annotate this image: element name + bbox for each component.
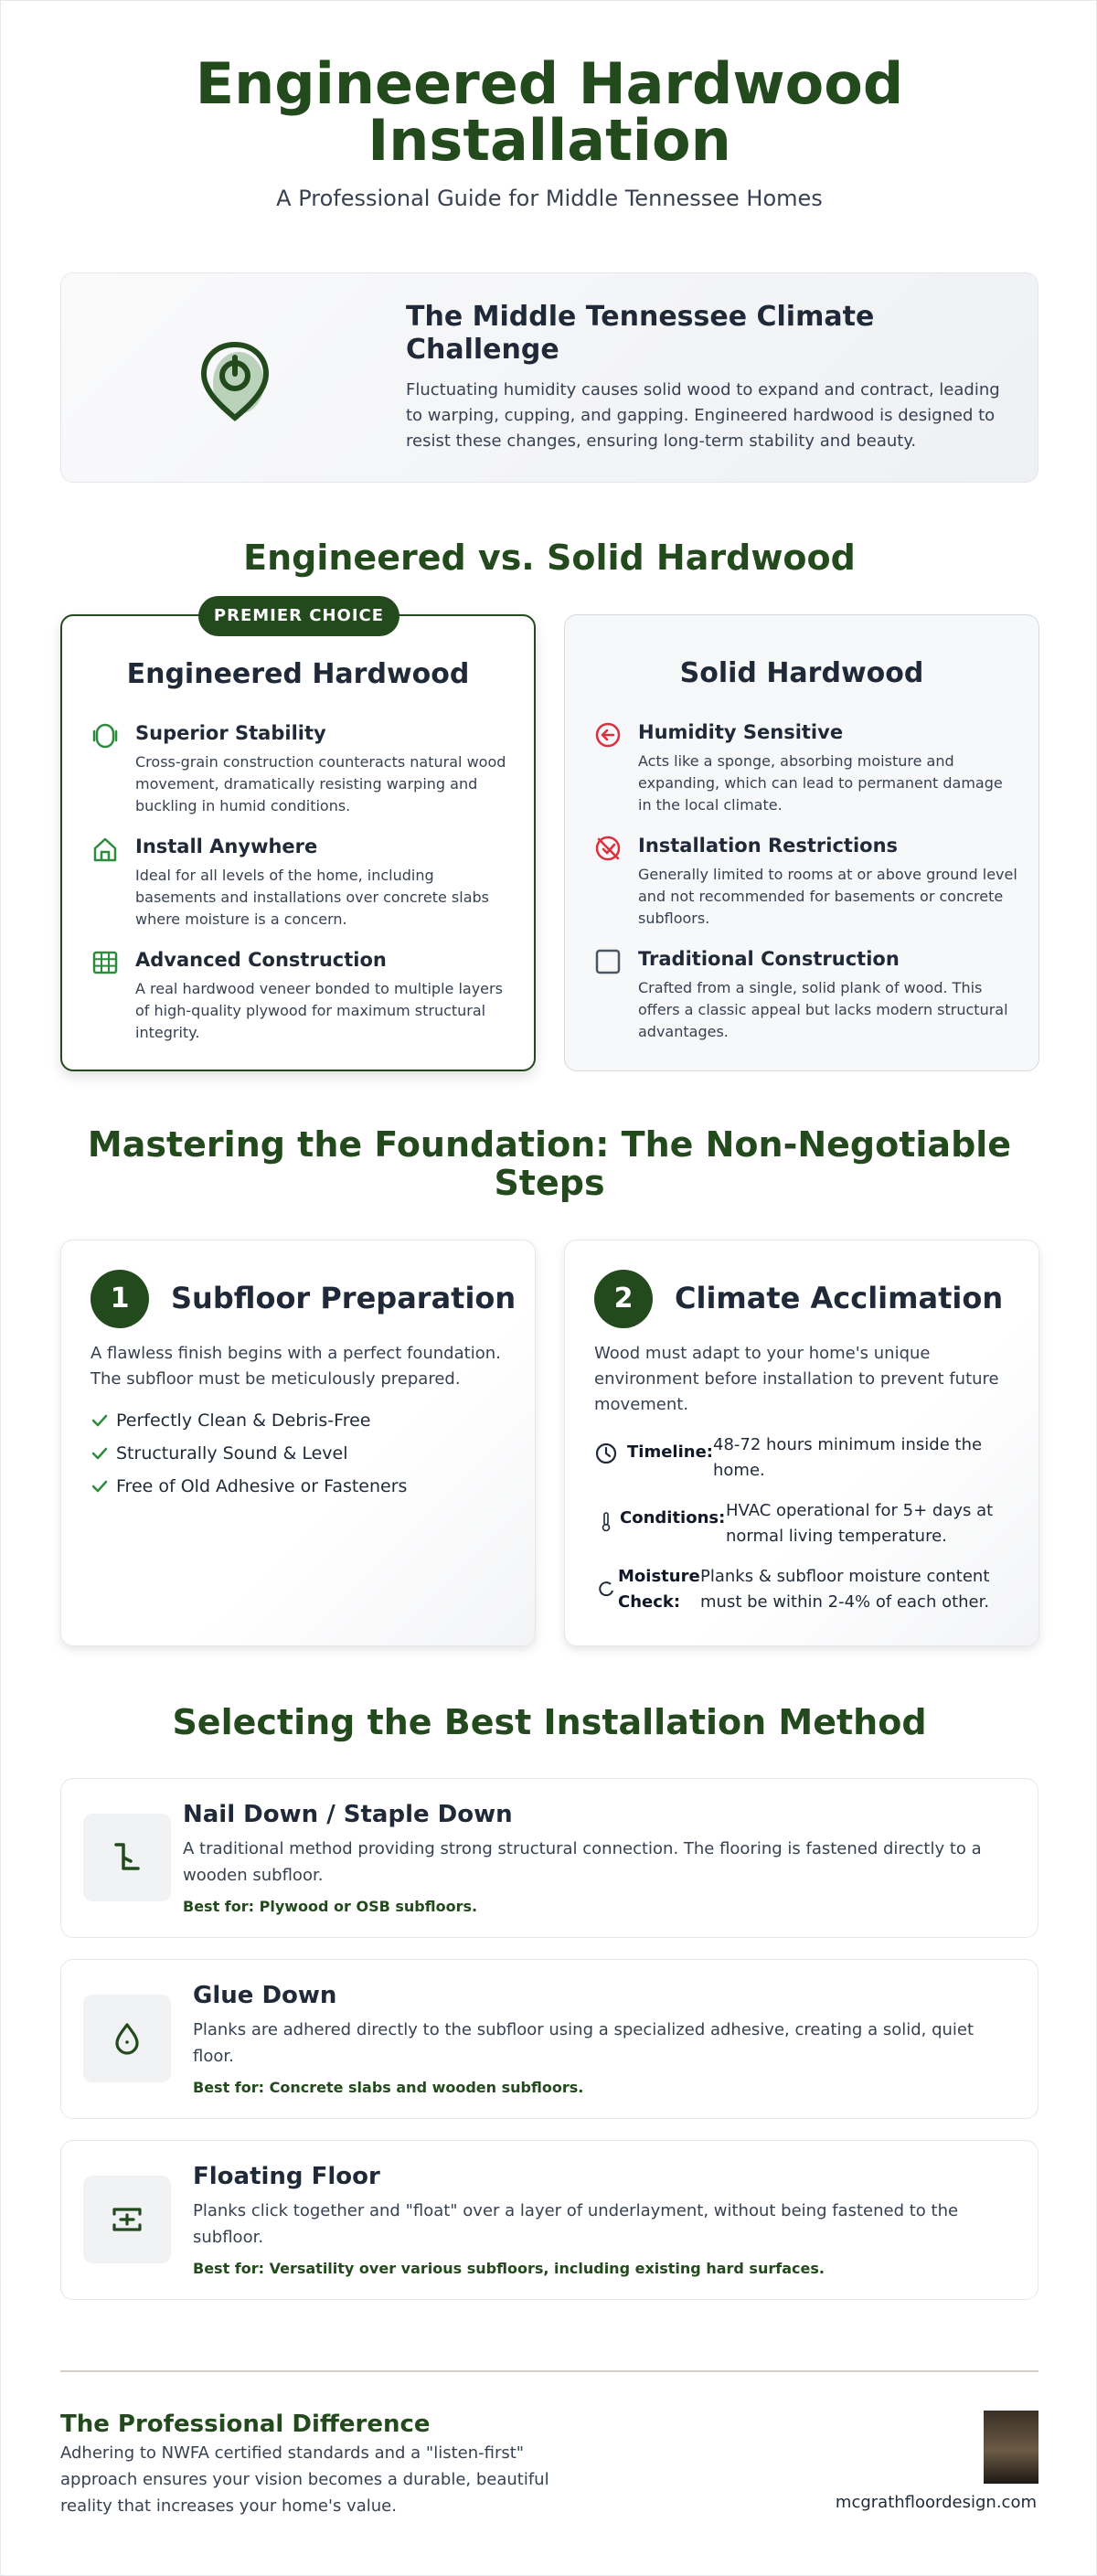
- method-card-floating: [60, 2140, 1038, 2300]
- row-label-line: Check:: [618, 1592, 681, 1612]
- method-title: Nail Down / Staple Down: [183, 1801, 513, 1828]
- feature-installation-restrictions: [594, 835, 1015, 926]
- thermometer-icon: [594, 1509, 618, 1533]
- premier-choice-badge: PREMIER CHOICE: [198, 596, 399, 636]
- row-label: Conditions:: [620, 1508, 726, 1528]
- step-number: 2: [594, 1270, 653, 1328]
- checkmark-icon: [91, 1477, 109, 1496]
- page-title: [1, 50, 1097, 174]
- method-text: A traditional method providing strong structural connection. The flooring is fastened directly to a wooden subfloor.: [183, 1839, 982, 1885]
- feature-text: Generally limited to rooms at or above ground level and not recommended for basements or concrete subfloors.: [638, 866, 1017, 927]
- comparison-section-title: Engineered vs. Solid Hardwood: [243, 538, 856, 578]
- check-label: Structurally Sound & Level: [116, 1443, 348, 1464]
- method-best-for: Best for: Concrete slabs and wooden subfloors.: [193, 2079, 584, 2096]
- feature-humidity-sensitive: [594, 721, 1015, 813]
- title-line-2: Installation: [367, 107, 731, 174]
- row-label: [618, 1564, 700, 1615]
- feature-title: Installation Restrictions: [638, 835, 899, 857]
- method-best-for: Best for: Plywood or OSB subfloors.: [183, 1898, 478, 1915]
- check-label: Free of Old Adhesive or Fasteners: [116, 1476, 408, 1496]
- feature-traditional-construction: [594, 948, 1015, 1039]
- feature-text: Cross-grain construction counteracts natural wood movement, dramatically resisting warping and buckling in humid conditions.: [135, 753, 506, 814]
- arrow-circle-icon: [594, 721, 622, 749]
- acclimation-text: Wood must adapt to your home's unique environment before installation to prevent future movement.: [594, 1344, 999, 1414]
- climate-text: Fluctuating humidity causes solid wood to expand and contract, leading to warping, cupping, and gapping. Engineered hardwood is designed to resist these changes, ensuring long-term stability and beauty.: [406, 380, 1000, 451]
- feature-install-anywhere: [91, 836, 512, 927]
- feature-text: Acts like a sponge, absorbing moisture and expanding, which can lead to permanent damage in the local climate.: [638, 752, 1003, 814]
- title-line-1: Engineered Hardwood: [195, 50, 904, 117]
- method-text: Planks are adhered directly to the subfloor using a specialized adhesive, creating a solid, quiet floor.: [193, 2020, 975, 2066]
- row-label: Timeline:: [627, 1442, 713, 1462]
- foundation-title-line-1: Mastering the Foundation: The Non-Negotiable: [87, 1124, 1012, 1165]
- acclimation-title: Climate Acclimation: [675, 1281, 1004, 1315]
- engineered-title: Engineered Hardwood: [126, 658, 470, 690]
- feature-title: Install Anywhere: [135, 836, 318, 857]
- stability-icon: [91, 722, 119, 750]
- row-value: Planks & subfloor moisture content must be within 2-4% of each other.: [700, 1567, 990, 1612]
- acclimation-card: [564, 1240, 1039, 1646]
- engineered-card: [60, 606, 536, 1071]
- row-value: 48-72 hours minimum inside the home.: [713, 1435, 983, 1480]
- method-title: Floating Floor: [193, 2163, 380, 2190]
- method-card-nail-down: [60, 1778, 1038, 1938]
- feature-title: Superior Stability: [135, 722, 326, 744]
- method-title: Glue Down: [193, 1982, 337, 2009]
- row-label-line: Moisture: [618, 1567, 700, 1586]
- grid-layers-icon: [91, 949, 119, 976]
- feature-advanced-construction: [91, 949, 512, 1040]
- feature-title: Traditional Construction: [638, 948, 900, 970]
- footer-text: Adhering to NWFA certified standards and a "listen-first" approach ensures your vision becomes a durable, beautiful reality that increases your home's value.: [60, 2443, 549, 2516]
- footer-title: The Professional Difference: [60, 2411, 431, 2438]
- step-number: 1: [91, 1270, 149, 1328]
- clock-icon: [594, 1442, 618, 1465]
- foundation-section-title: [1, 1125, 1097, 1202]
- climate-title: The Middle Tennessee Climate Challenge: [406, 301, 875, 366]
- subfloor-text: A flawless finish begins with a perfect foundation. The subfloor must be meticulously prepared.: [91, 1344, 501, 1389]
- method-card-glue-down: [60, 1959, 1038, 2119]
- subfloor-card: [60, 1240, 536, 1646]
- home-icon: [91, 836, 119, 863]
- square-icon: [594, 948, 622, 975]
- feature-text: A real hardwood veneer bonded to multiple layers of high-quality plywood for maximum structural integrity.: [135, 980, 503, 1041]
- feature-text: Crafted from a single, solid plank of wood. This offers a classic appeal but lacks modern structural advantages.: [638, 979, 1008, 1040]
- climate-card: [60, 272, 1038, 483]
- solid-card: [564, 614, 1039, 1071]
- floating-icon: [83, 2176, 171, 2263]
- page-subtitle: A Professional Guide for Middle Tennessee Homes: [276, 186, 823, 211]
- footer-website-link[interactable]: mcgrathfloordesign.com: [835, 2493, 1037, 2512]
- feature-title: Humidity Sensitive: [638, 721, 844, 743]
- check-label: Perfectly Clean & Debris-Free: [116, 1410, 371, 1431]
- showroom-thumbnail: [984, 2411, 1038, 2484]
- methods-section-title: Selecting the Best Installation Method: [172, 1702, 927, 1742]
- footer-divider: [60, 2370, 1038, 2372]
- checkmark-icon: [91, 1444, 109, 1463]
- acclimation-row-timeline: [594, 1432, 1015, 1487]
- feature-superior-stability: [91, 722, 512, 814]
- checkmark-icon: [91, 1411, 109, 1430]
- acclimation-row-moisture: [594, 1564, 1015, 1619]
- method-best-for: Best for: Versatility over various subfloors, including existing hard surfaces.: [193, 2260, 825, 2277]
- foundation-title-line-2: Steps: [494, 1163, 605, 1203]
- solid-title: Solid Hardwood: [679, 657, 924, 689]
- glue-drop-icon: [83, 1995, 171, 2082]
- subfloor-title: Subfloor Preparation: [171, 1281, 517, 1315]
- feature-text: Ideal for all levels of the home, including basements and installations over concrete slabs where moisture is a concern.: [135, 867, 489, 928]
- restricted-icon: [594, 835, 622, 862]
- moisture-icon: [594, 1577, 618, 1601]
- method-text: Planks click together and "float" over a layer of underlayment, without being fastened to the subfloor.: [193, 2201, 959, 2247]
- map-pin-icon: [200, 339, 273, 421]
- acclimation-row-conditions: [594, 1498, 1015, 1553]
- feature-title: Advanced Construction: [135, 949, 387, 971]
- nail-icon: [83, 1814, 171, 1901]
- row-value: HVAC operational for 5+ days at normal living temperature.: [726, 1501, 994, 1546]
